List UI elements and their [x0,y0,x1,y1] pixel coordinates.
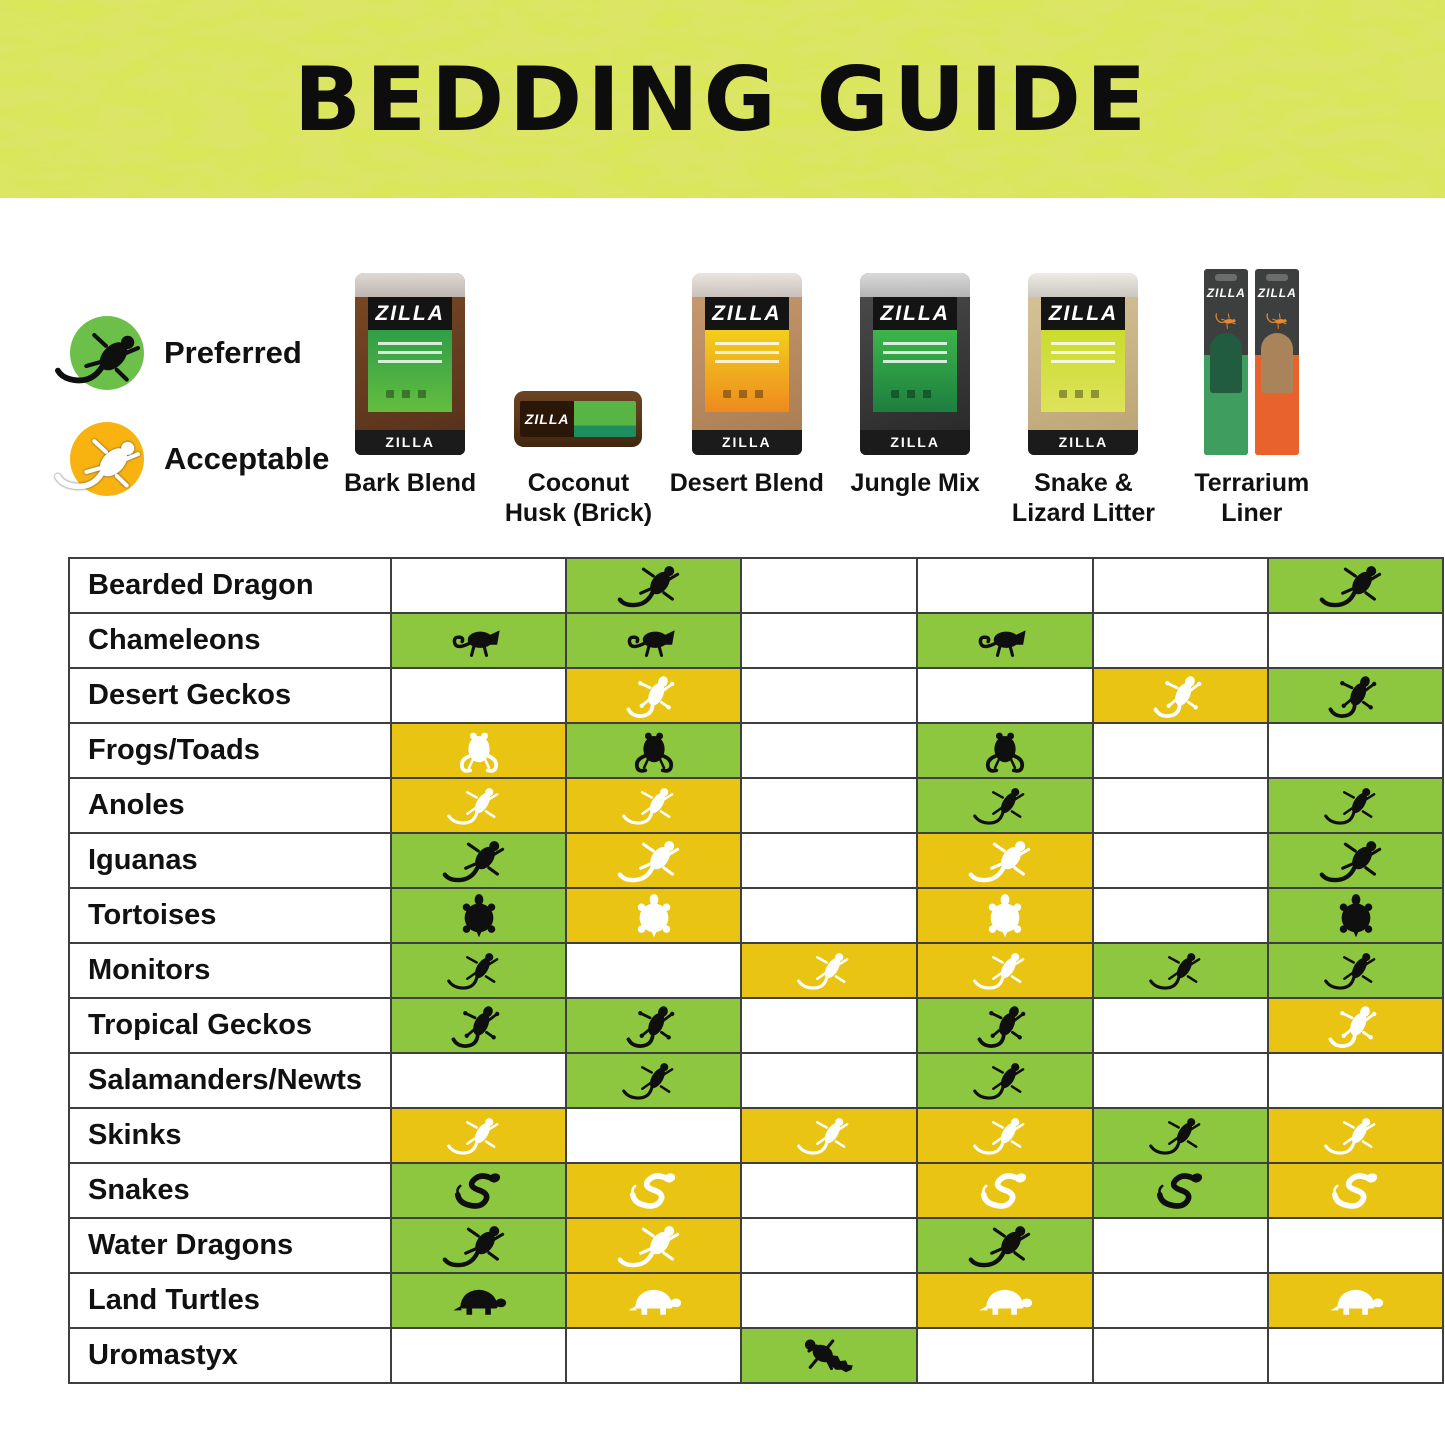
product-header-row [326,198,1336,557]
tortoise-icon [431,891,527,941]
table-row [69,998,1443,1053]
cell-chameleons-terrarium-liner [1268,613,1443,668]
cell-salamanders-newts-jungle-mix [917,1053,1093,1108]
liner-panel [1204,355,1248,455]
cell-tropical-geckos-snake-lizard-litter [1093,998,1268,1053]
product-label-art [574,401,637,437]
liner-box-green [1204,269,1248,455]
animal-label: Salamanders/Newts [69,1053,391,1108]
cell-bearded-dragon-terrarium-liner [1268,558,1443,613]
cell-desert-geckos-terrarium-liner [1268,668,1443,723]
cell-tortoises-snake-lizard-litter [1093,888,1268,943]
table-row [69,668,1443,723]
cell-land-turtles-bark-blend [391,1273,566,1328]
bearded-dragon-icon [1306,557,1405,614]
cell-monitors-bark-blend [391,943,566,998]
frog-icon [957,726,1053,776]
table-row [69,1328,1443,1383]
cell-tortoises-desert-blend [741,888,917,943]
anole-icon [428,775,529,836]
animal-label: Monitors [69,943,391,998]
zilla-footer-logo: ZILLA [355,430,465,455]
product-label-art [1041,330,1125,412]
animal-label: Skinks [69,1108,391,1163]
bag-seal [860,273,970,297]
product-name: Desert Blend [669,469,824,497]
zilla-logo: ZILLA [705,297,789,330]
cell-tropical-geckos-desert-blend [741,998,917,1053]
bag-seal [355,273,465,297]
cell-salamanders-newts-coconut-husk-brick [566,1053,741,1108]
animal-label: Tortoises [69,888,391,943]
product-column-snake-lizard-litter [999,273,1167,531]
zilla-footer-logo: ZILLA [692,430,802,455]
bark-blend-package [355,273,465,455]
cell-anoles-terrarium-liner [1268,778,1443,833]
cell-salamanders-newts-snake-lizard-litter [1093,1053,1268,1108]
product-label-art [705,330,789,412]
cell-land-turtles-terrarium-liner [1268,1273,1443,1328]
animal-label: Land Turtles [69,1273,391,1328]
cell-snakes-desert-blend [741,1163,917,1218]
water-dragon-icon [955,1217,1054,1274]
anole-icon [1305,775,1406,836]
bearded-dragon-icon [604,557,703,614]
table-row [69,723,1443,778]
monitor-icon [778,940,879,1001]
cell-monitors-jungle-mix [917,943,1093,998]
cell-skinks-jungle-mix [917,1108,1093,1163]
liner-roll [1210,333,1242,393]
cell-monitors-desert-blend [741,943,917,998]
monitor-icon [1305,940,1406,1001]
land-turtle-icon [606,1276,702,1326]
zilla-logo: ZILLA [873,297,957,330]
cell-tropical-geckos-terrarium-liner [1268,998,1443,1053]
tropical-gecko-icon [953,993,1056,1059]
bag-seal [1028,273,1138,297]
anole-icon [954,775,1055,836]
cell-iguanas-bark-blend [391,833,566,888]
tropical-gecko-icon [427,993,530,1059]
table-row [69,943,1443,998]
table-row [69,1273,1443,1328]
tropical-gecko-icon [602,993,705,1059]
cell-water-dragons-jungle-mix [917,1218,1093,1273]
water-dragon-icon [429,1217,528,1274]
table-row [69,1218,1443,1273]
table-row [69,778,1443,833]
animal-label: Anoles [69,778,391,833]
cell-uromastyx-jungle-mix [917,1328,1093,1383]
frog-icon [431,726,527,776]
product-name: Terrarium Liner [1194,469,1310,527]
cell-skinks-snake-lizard-litter [1093,1108,1268,1163]
cell-anoles-snake-lizard-litter [1093,778,1268,833]
tortoise-icon [1308,891,1404,941]
cell-uromastyx-snake-lizard-litter [1093,1328,1268,1383]
table-row [69,1108,1443,1163]
zilla-footer-logo: ZILLA [860,430,970,455]
animal-label: Bearded Dragon [69,558,391,613]
skink-icon [778,1105,879,1166]
preferred-badge [70,316,144,390]
product-name: Bark Blend [344,469,477,497]
cell-monitors-terrarium-liner [1268,943,1443,998]
monitor-icon [1130,940,1231,1001]
cell-uromastyx-desert-blend [741,1328,917,1383]
cell-uromastyx-coconut-husk-brick [566,1328,741,1383]
cell-bearded-dragon-bark-blend [391,558,566,613]
legend-acceptable-label: Acceptable [164,441,330,476]
cell-tropical-geckos-jungle-mix [917,998,1093,1053]
cell-anoles-desert-blend [741,778,917,833]
cell-salamanders-newts-desert-blend [741,1053,917,1108]
cell-frogs-toads-bark-blend [391,723,566,778]
cell-skinks-coconut-husk-brick [566,1108,741,1163]
desert-gecko-icon [602,663,705,729]
cell-desert-geckos-desert-blend [741,668,917,723]
liner-panel [1255,355,1299,455]
snake-icon [1133,1166,1229,1216]
cell-snakes-jungle-mix [917,1163,1093,1218]
chameleon-icon [431,616,527,666]
table-row [69,1053,1443,1108]
chameleon-icon [957,616,1053,666]
animal-label: Snakes [69,1163,391,1218]
cell-land-turtles-coconut-husk-brick [566,1273,741,1328]
cell-tropical-geckos-coconut-husk-brick [566,998,741,1053]
animal-label: Chameleons [69,613,391,668]
table-row [69,833,1443,888]
product-name: Snake & Lizard Litter [1011,469,1155,527]
cell-bearded-dragon-snake-lizard-litter [1093,558,1268,613]
animal-label: Tropical Geckos [69,998,391,1053]
table-row [69,558,1443,613]
legend-preferred [70,316,330,390]
iguana-icon [1306,832,1405,889]
cell-water-dragons-snake-lizard-litter [1093,1218,1268,1273]
product-column-coconut-husk-brick [494,391,662,531]
animal-label: Uromastyx [69,1328,391,1383]
liner-roll [1261,333,1293,393]
cell-skinks-desert-blend [741,1108,917,1163]
iguana-icon [429,832,528,889]
snake-icon [606,1166,702,1216]
cell-iguanas-coconut-husk-brick [566,833,741,888]
zilla-logo: ZILLA [1206,286,1246,300]
product-label-art [368,330,452,412]
cell-iguanas-jungle-mix [917,833,1093,888]
animal-label: Frogs/Toads [69,723,391,778]
tortoise-icon [606,891,702,941]
cell-salamanders-newts-bark-blend [391,1053,566,1108]
product-column-desert-blend [663,273,831,531]
product-column-terrarium-liner [1168,265,1336,531]
salamander-icon [603,1050,704,1111]
hang-tab [1266,274,1288,281]
cell-bearded-dragon-jungle-mix [917,558,1093,613]
snake-icon [957,1166,1053,1216]
cell-snakes-coconut-husk-brick [566,1163,741,1218]
cell-tropical-geckos-bark-blend [391,998,566,1053]
header-banner [0,0,1445,198]
desert-gecko-icon [1304,663,1407,729]
animal-label: Water Dragons [69,1218,391,1273]
monitor-icon [954,940,1055,1001]
cell-water-dragons-terrarium-liner [1268,1218,1443,1273]
zilla-logo: ZILLA [520,401,573,437]
cell-chameleons-jungle-mix [917,613,1093,668]
acceptable-badge [70,422,144,496]
cell-land-turtles-desert-blend [741,1273,917,1328]
cell-desert-geckos-jungle-mix [917,668,1093,723]
zilla-logo: ZILLA [368,297,452,330]
table-row [69,613,1443,668]
cell-tortoises-terrarium-liner [1268,888,1443,943]
coconut-brick [514,391,642,447]
anole-icon [603,775,704,836]
cell-iguanas-snake-lizard-litter [1093,833,1268,888]
cell-tortoises-bark-blend [391,888,566,943]
cell-skinks-bark-blend [391,1108,566,1163]
frog-icon [606,726,702,776]
cell-snakes-bark-blend [391,1163,566,1218]
cell-anoles-bark-blend [391,778,566,833]
cell-snakes-terrarium-liner [1268,1163,1443,1218]
cell-frogs-toads-desert-blend [741,723,917,778]
animal-label: Iguanas [69,833,391,888]
animal-label: Desert Geckos [69,668,391,723]
cell-water-dragons-bark-blend [391,1218,566,1273]
cell-frogs-toads-coconut-husk-brick [566,723,741,778]
bedding-matrix-body [69,558,1443,1383]
liner-box-natural [1255,269,1299,455]
iguana-icon [955,832,1054,889]
legend-preferred-label: Preferred [164,335,302,370]
page-title: BEDDING GUIDE [293,47,1152,151]
bedding-matrix [68,557,1444,1384]
snake-icon [431,1166,527,1216]
skink-icon [954,1105,1055,1166]
cell-skinks-terrarium-liner [1268,1108,1443,1163]
brick-label [520,401,636,437]
cell-iguanas-desert-blend [741,833,917,888]
preferred-lizard-icon [40,322,170,397]
cell-anoles-jungle-mix [917,778,1093,833]
zilla-footer-logo: ZILLA [1028,430,1138,455]
product-label-art [873,330,957,412]
chameleon-icon [606,616,702,666]
bag-seal [692,273,802,297]
skink-icon [1130,1105,1231,1166]
legend-acceptable [70,422,330,496]
top-section [0,198,1445,557]
acceptable-lizard-icon [40,428,170,503]
land-turtle-icon [1308,1276,1404,1326]
zilla-logo: ZILLA [1257,286,1297,300]
zilla-logo: ZILLA [1041,297,1125,330]
cell-chameleons-desert-blend [741,613,917,668]
cell-anoles-coconut-husk-brick [566,778,741,833]
product-name: Coconut Husk (Brick) [504,469,653,527]
product-column-bark-blend [326,273,494,531]
product-name: Jungle Mix [850,469,980,497]
tortoise-icon [957,891,1053,941]
salamander-icon [954,1050,1055,1111]
table-row [69,1163,1443,1218]
cell-iguanas-terrarium-liner [1268,833,1443,888]
cell-snakes-snake-lizard-litter [1093,1163,1268,1218]
cell-uromastyx-bark-blend [391,1328,566,1383]
cell-desert-geckos-coconut-husk-brick [566,668,741,723]
cell-salamanders-newts-terrarium-liner [1268,1053,1443,1108]
cell-uromastyx-terrarium-liner [1268,1328,1443,1383]
table-row [69,888,1443,943]
monitor-icon [428,940,529,1001]
snake-icon [1308,1166,1404,1216]
legend [0,198,330,557]
cell-water-dragons-coconut-husk-brick [566,1218,741,1273]
cell-water-dragons-desert-blend [741,1218,917,1273]
cell-bearded-dragon-coconut-husk-brick [566,558,741,613]
cell-chameleons-bark-blend [391,613,566,668]
cell-land-turtles-jungle-mix [917,1273,1093,1328]
cell-frogs-toads-jungle-mix [917,723,1093,778]
land-turtle-icon [431,1276,527,1326]
snake-lizard-litter-package [1028,273,1138,455]
skink-icon [1305,1105,1406,1166]
desert-gecko-icon [1129,663,1232,729]
coconut-husk-brick-package [514,391,642,455]
water-dragon-icon [604,1217,703,1274]
cell-land-turtles-snake-lizard-litter [1093,1273,1268,1328]
product-column-jungle-mix [831,273,999,531]
uromastyx-icon [781,1331,877,1381]
terrarium-liner-package [1204,265,1299,455]
land-turtle-icon [957,1276,1053,1326]
iguana-icon [604,832,703,889]
jungle-mix-package [860,273,970,455]
cell-tortoises-jungle-mix [917,888,1093,943]
cell-chameleons-coconut-husk-brick [566,613,741,668]
cell-frogs-toads-terrarium-liner [1268,723,1443,778]
cell-monitors-coconut-husk-brick [566,943,741,998]
cell-desert-geckos-bark-blend [391,668,566,723]
cell-frogs-toads-snake-lizard-litter [1093,723,1268,778]
cell-tortoises-coconut-husk-brick [566,888,741,943]
skink-icon [428,1105,529,1166]
cell-bearded-dragon-desert-blend [741,558,917,613]
hang-tab [1215,274,1237,281]
cell-desert-geckos-snake-lizard-litter [1093,668,1268,723]
cell-monitors-snake-lizard-litter [1093,943,1268,998]
tropical-gecko-icon [1304,993,1407,1059]
desert-blend-package [692,273,802,455]
cell-chameleons-snake-lizard-litter [1093,613,1268,668]
